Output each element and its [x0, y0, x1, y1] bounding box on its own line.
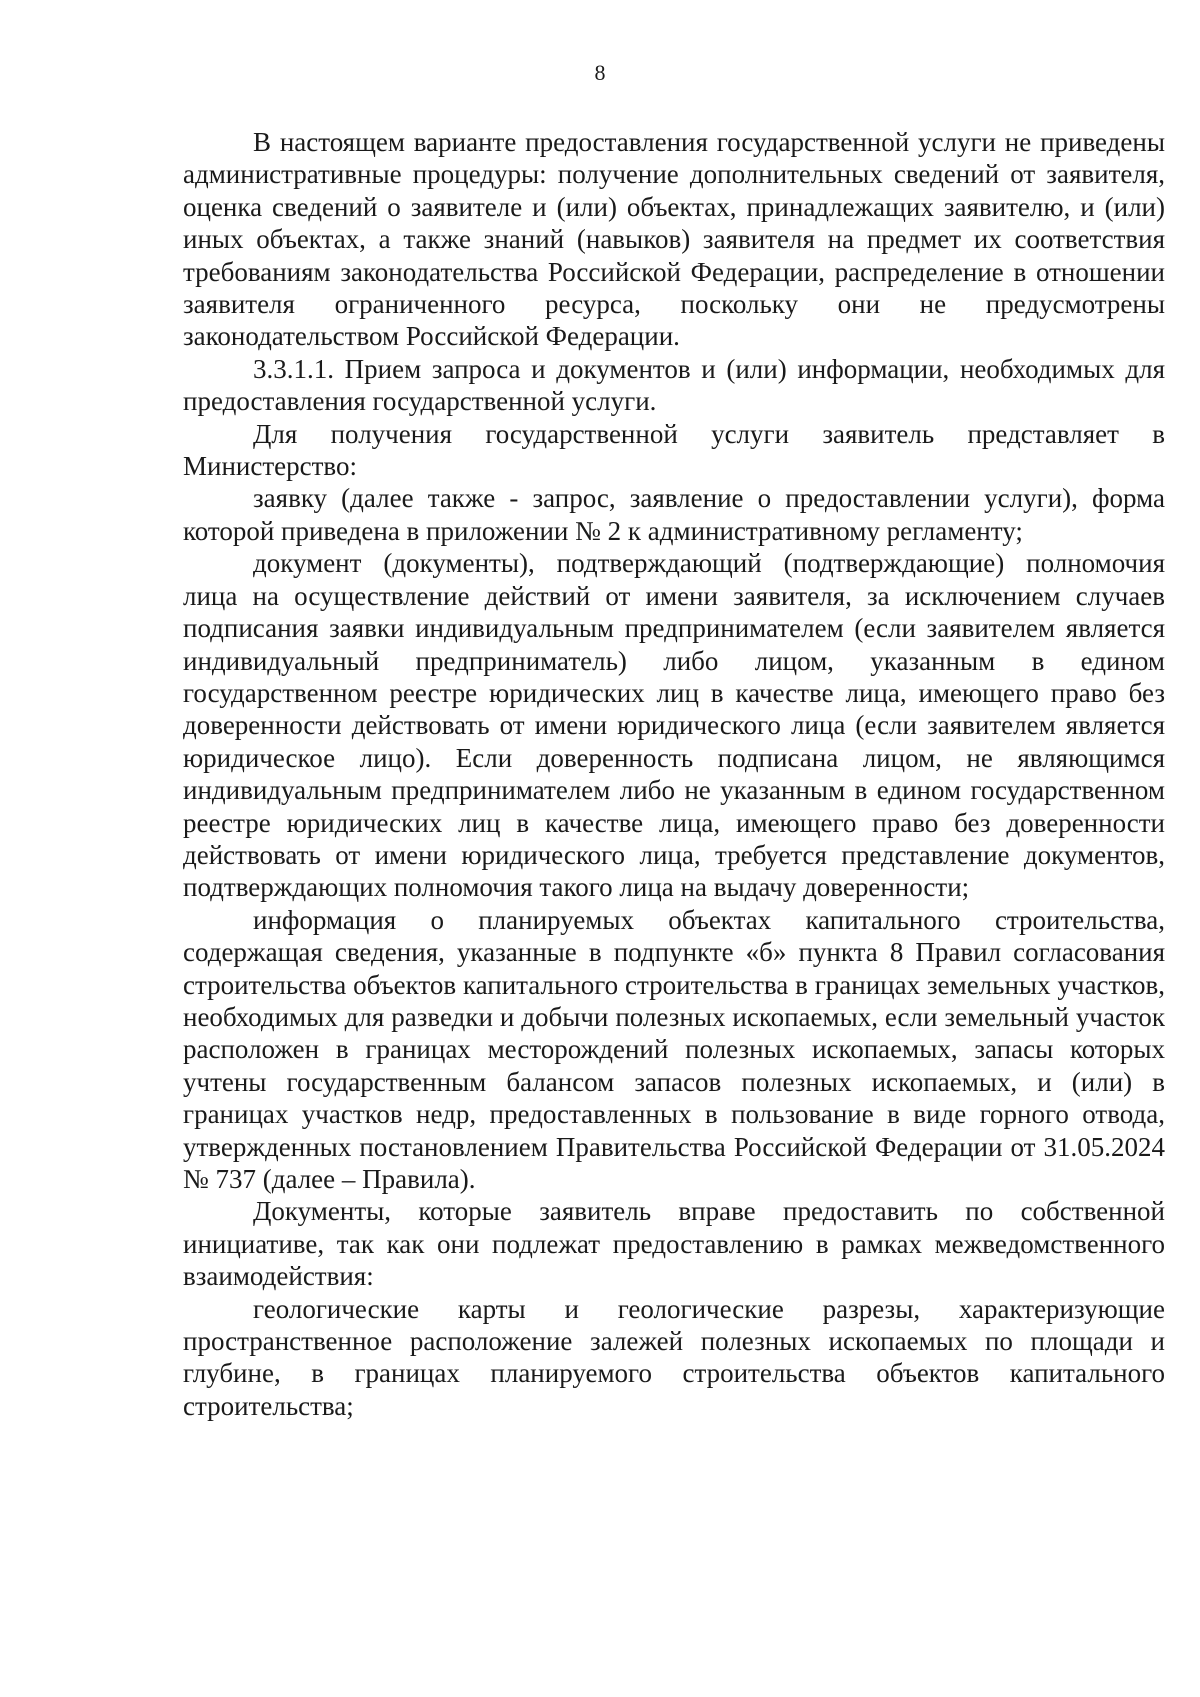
- paragraph-procedures-not-listed: В настоящем варианте предоставления государственной услуги не приведены административные процедуры: получение дополнительных сведений от заявителя, оценка сведений о заявителе и (или) объектах, принадлежащих заявителю, и (или) иных объектах, а также знаний (навыков) заявителя на предмет их соответствия требованиям законодательства Российской Федерации, распределение в отношении заявителя ограниченного ресурса, поскольку они не предусмотрены законодательством Российской Федерации.: [183, 127, 1165, 352]
- paragraph-construction-info: информация о планируемых объектах капитального строительства, содержащая сведения, указанные в подпункте «б» пункта 8 Правил согласования строительства объектов капитального строительства в границах земельных участков, необходимых для разведки и добычи полезных ископаемых, если земельный участок расположен в границах месторождений полезных ископаемых, запасы которых учтены государственным балансом запасов полезных ископаемых, и (или) в границах участков недр, предоставленных в пользование в виде горного отвода, утвержденных постановлением Правительства Российской Федерации от 31.05.2024 № 737 (далее – Правила).: [183, 904, 1165, 1194]
- paragraph-optional-documents: Документы, которые заявитель вправе предоставить по собственной инициативе, так как они подлежат предоставлению в рамках межведомственного взаимодействия:: [183, 1196, 1165, 1292]
- paragraph-application-form: заявку (далее также - запрос, заявление о предоставлении услуги), форма которой приведена в приложении № 2 к административному регламенту;: [183, 483, 1165, 546]
- document-body: [183, 126, 1165, 1422]
- paragraph-authority-documents: документ (документы), подтверждающий (подтверждающие) полномочия лица на осуществление действий от имени заявителя, за исключением случаев подписания заявки индивидуальным предпринимателем (если заявителем является индивидуальный предприниматель) либо лицом, указанным в едином государственном реестре юридических лиц в качестве лица, имеющего право без доверенности действовать от имени юридического лица (если заявителем является юридическое лицо). Если доверенность подписана лицом, не являющимся индивидуальным предпринимателем либо не указанным в едином государственном реестре юридических лиц в качестве лица, имеющего право без доверенности действовать от имени юридического лица, требуется представление документов, подтверждающих полномочия такого лица на выдачу доверенности;: [183, 548, 1165, 903]
- paragraph-geological-maps: геологические карты и геологические разрезы, характеризующие пространственное расположение залежей полезных ископаемых по площади и глубине, в границах планируемого строительства объектов капитального строительства;: [183, 1293, 1165, 1421]
- paragraph-section-3-3-1-1: 3.3.1.1. Прием запроса и документов и (или) информации, необходимых для предоставления государственной услуги.: [183, 353, 1165, 417]
- page-number: 8: [594, 60, 606, 85]
- paragraph-applicant-submits: Для получения государственной услуги заявитель представляет в Министерство:: [183, 418, 1165, 482]
